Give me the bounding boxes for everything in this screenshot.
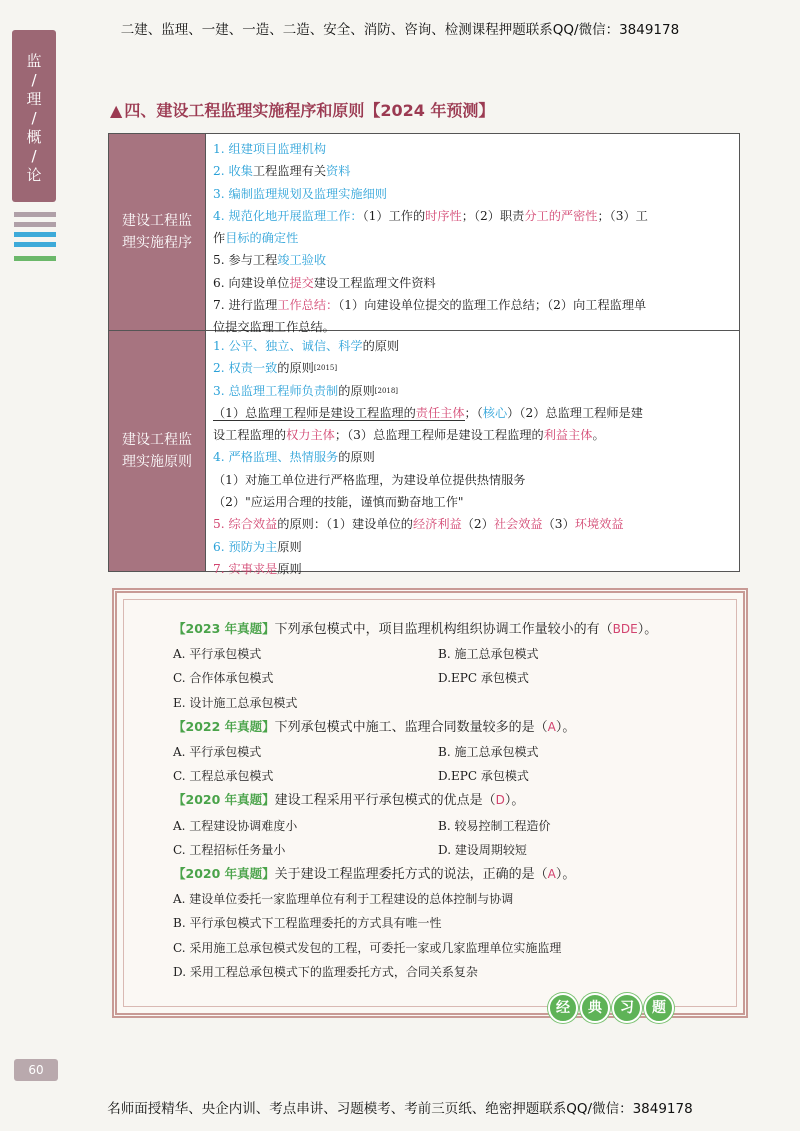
badge-char: 经 bbox=[548, 993, 578, 1023]
footer-banner: 名师面授精华、央企内训、考点串讲、习题模考、考前三页纸、绝密押题联系QQ/微信：3849178 bbox=[107, 1101, 693, 1117]
badge-char: 题 bbox=[644, 993, 674, 1023]
option: B. 施工总承包模式 bbox=[438, 745, 539, 760]
option: C. 工程招标任务量小 bbox=[173, 842, 286, 857]
option: D.EPC 承包模式 bbox=[438, 769, 529, 784]
question-2020-b: 【2020 年真题】关于建设工程监理委托方式的说法，正确的是（A）。 A. 建设单位委托一家监理单位有利于工程建设的总体控制与协调 B. 平行承包模式下工程监理委托的方式具有唯一性 C. 采用施工总承包模式发包的工程，可委托一家或几家监理单位实施监理 D. 采用工程总承包模式下的监理委托方式，合同关系复杂 bbox=[173, 862, 713, 984]
answer-mark: A bbox=[547, 867, 556, 882]
procedure-row bbox=[109, 134, 739, 335]
badge-char: 典 bbox=[580, 993, 610, 1023]
side-stripe bbox=[14, 232, 56, 237]
answer-mark: A bbox=[547, 719, 556, 734]
principle-cell: 1. 公平、独立、诚信、科学的原则 2. 权责一致的原则[2015] 3. 总监理工程师负责制的原则[2018] （1）总监理工程师是建设工程监理的责任主体；（核心）（2）总监理工程师是建 设工程监理的权力主体；（3）总监理工程师是建设工程监理的利益主体。 4. 严格监理、热情服务的原则 （1）对施工单位进行严格监理，为建设单位提供热情服务 （2）"应运用合理的技能，谨慎而勤奋地工作" 5. 综合效益的原则：（1）建设单位的经济利益（2）社会效益（3）环境效益 6. 预防为主原则 7. 实事求是原则 bbox=[213, 339, 643, 576]
option: E. 设计施工总承包模式 bbox=[173, 695, 298, 710]
exercise-frame bbox=[112, 588, 748, 1018]
question-2022: 【2022 年真题】下列承包模式中施工、监理合同数量较多的是（A）。 A. 平行承包模式 B. 施工总承包模式 C. 工程总承包模式 D.EPC 承包模式 bbox=[173, 715, 713, 789]
chapter-tab-text: 监 / 理 / 概 / 论 bbox=[26, 52, 42, 184]
header-banner: 二建、监理、一建、一造、二造、安全、消防、咨询、检测课程押题联系QQ/微信：3849178 bbox=[120, 22, 680, 38]
side-stripe bbox=[14, 212, 56, 217]
option: B. 施工总承包模式 bbox=[438, 647, 539, 662]
classic-exercise-badge bbox=[548, 993, 674, 1023]
option: C. 工程总承包模式 bbox=[173, 769, 274, 784]
triangle-marker: ▲ bbox=[110, 101, 123, 120]
side-stripe bbox=[14, 242, 56, 247]
option: B. 平行承包模式下工程监理委托的方式具有唯一性 bbox=[173, 916, 442, 931]
procedure-cell: 1. 组建项目监理机构 2. 收集工程监理有关资料 3. 编制监理规划及监理实施细则 4. 规范化地开展监理工作：（1）工作的时序性；（2）职责分工的严密性；（3）工 作目标的确定性 5. 参与工程竣工验收 6. 向建设单位提交建设工程监理文件资料 7. 进行监理工作总结：（1）向建设单位提交的监理工作总结；（2）向工程监理单 位提交监理工作总结。 bbox=[213, 142, 648, 335]
question-2023: 【2023 年真题】下列承包模式中，项目监理机构组织协调工作量较小的有（BDE）。 A. 平行承包模式 B. 施工总承包模式 C. 合作体承包模式 D.EPC 承包模式 E. 设计施工总承包模式 bbox=[173, 617, 713, 715]
question-2020-a: 【2020 年真题】建设工程采用平行承包模式的优点是（D）。 A. 工程建设协调难度小 B. 较易控制工程造价 C. 工程招标任务量小 D. 建设周期较短 bbox=[173, 788, 713, 862]
option: C. 采用施工总承包模式发包的工程，可委托一家或几家监理单位实施监理 bbox=[173, 940, 562, 955]
principle-label: 建设工程监理实施原则 bbox=[109, 331, 206, 571]
answer-mark: BDE bbox=[612, 622, 638, 636]
procedure-label: 建设工程监理实施程序 bbox=[109, 134, 206, 330]
section-title bbox=[110, 98, 494, 121]
option: D. 建设周期较短 bbox=[438, 842, 527, 857]
option: D.EPC 承包模式 bbox=[438, 671, 529, 686]
option: A. 建设单位委托一家监理单位有利于工程建设的总体控制与协调 bbox=[173, 892, 514, 907]
side-stripe bbox=[14, 256, 56, 261]
option: A. 平行承包模式 bbox=[173, 647, 262, 662]
option: D. 采用工程总承包模式下的监理委托方式，合同关系复杂 bbox=[173, 964, 478, 979]
page-number: 60 bbox=[14, 1059, 58, 1081]
badge-char: 习 bbox=[612, 993, 642, 1023]
supervision-table bbox=[108, 133, 740, 576]
answer-mark: D bbox=[495, 793, 505, 808]
option: A. 平行承包模式 bbox=[173, 745, 262, 760]
option: A. 工程建设协调难度小 bbox=[173, 818, 298, 833]
side-stripe bbox=[14, 222, 56, 227]
section-title-text: 四、建设工程监理实施程序和原则【2024 年预测】 bbox=[124, 101, 495, 120]
principle-row bbox=[109, 331, 739, 576]
question-list bbox=[173, 617, 713, 984]
option: C. 合作体承包模式 bbox=[173, 671, 274, 686]
option: B. 较易控制工程造价 bbox=[438, 818, 551, 833]
chapter-side-tab bbox=[12, 30, 56, 202]
